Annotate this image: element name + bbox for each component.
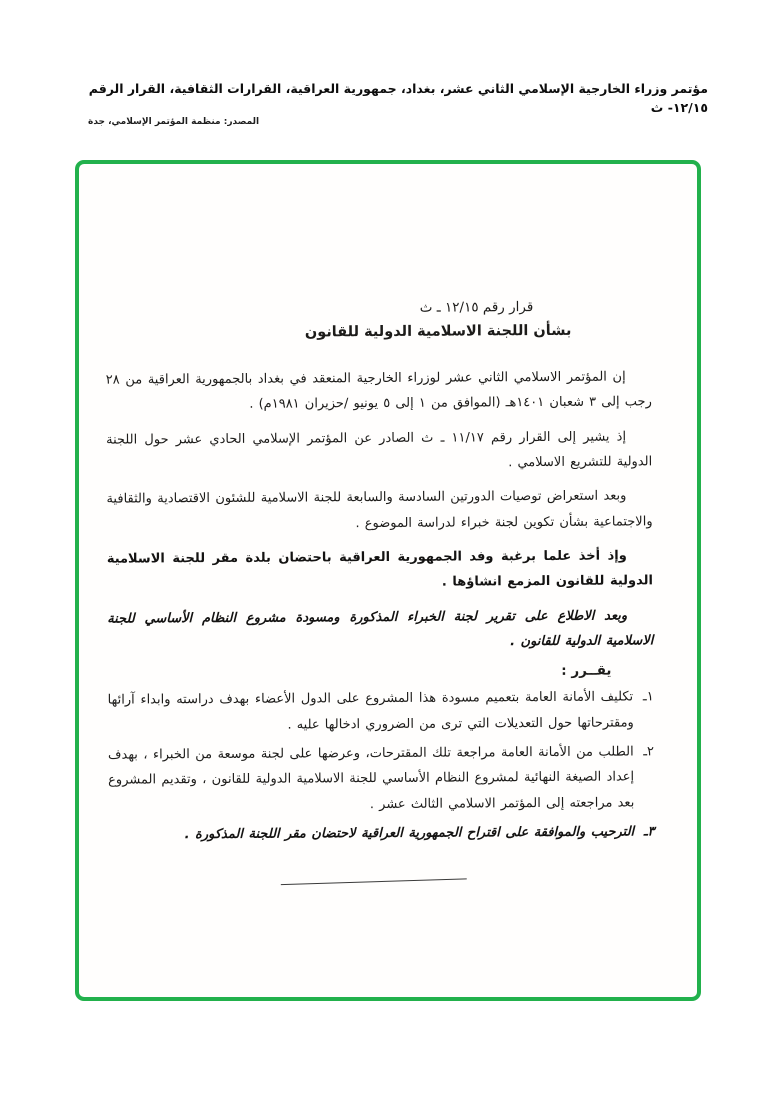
document-source-line: المصدر: منظمة المؤتمر الإسلامي، جدة [88,117,260,127]
document-header-citation: مؤتمر وزراء الخارجية الإسلامي الثاني عشر، بغداد، جمهورية العراقية، القرارات الثقافية، القرار الرقم ١٢/١٥- ث [88,81,708,115]
decision-number-title: قرار رقم ١٢/١٥ ـ ث [419,299,534,316]
item-text: الترحيب والموافقة على اقتراح الجمهورية العراقية لاحتضان مقر اللجنة المذكورة . [184,824,635,843]
item-text: تكليف الأمانة العامة بتعميم مسودة هذا المشروع على الدول الأعضاء بهدف دراسته وابداء آرائها ومقترحاتها حول التعديلات التي ترى من الضروري ادخالها عليه . [107,689,634,733]
separator-line [281,878,467,885]
decision-subject-title: بشأن اللجنة الاسلامية الدولية للقانون [304,322,572,341]
decision-item-3 [108,819,654,848]
paragraph-preamble-4: وإذ أخذ علما برغبة وفد الجمهورية العراقية باحتضان بلدة مقر للجنة الاسلامية الدولية للقانون المزمع انشاؤها . [106,548,653,591]
item-text: الطلب من الأمانة العامة مراجعة تلك المقترحات، وعرضها على لجنة موسعة من الخبراء ، بهدف إعداد الصيغة النهائية لمشروع النظام الأساسي للجنة الاسلامية الدولية للقانون ، وتقديم المشروع بعد مراجعته إلى المؤتمر الاسلامي الثالث عشر . [107,744,635,812]
paragraph-preamble-5: وبعد الاطلاع على تقرير لجنة الخبراء المذكورة ومسودة مشروع النظام الأساسي للجنة الاسلامية الدولية للقانون . [107,608,654,650]
item-number: ٣ـ [643,824,655,840]
green-annotation-frame [75,160,701,1001]
paragraph-preamble-3: وبعد استعراض توصيات الدورتين السادسة والسابعة للجنة الاسلامية للشئون الاقتصادية والثقافية والاجتماعية بشأن تكوين لجنة خبراء لدراسة الموضوع . [106,488,653,531]
decision-item-1 [108,685,654,739]
paragraph-preamble-2: إذ يشير إلى القرار رقم ١١/١٧ ـ ث الصادر عن المؤتمر الإسلامي الحادي عشر حول اللجنة الدولية للتشريع الاسلامي . [106,429,653,471]
scanned-document-page [105,298,655,883]
decision-item-2 [108,739,654,818]
item-number: ٢ـ [643,744,655,760]
decides-label: يقــرر : [561,663,612,680]
item-number: ١ـ [642,689,654,705]
paragraph-preamble-1: إن المؤتمر الاسلامي الثاني عشر لوزراء الخارجية المنعقد في بغداد بالجمهورية العراقية من ٢٨ رجب إلى ٣ شعبان ١٤٠١هـ (الموافق من ١ إلى ٥ يونيو /حزيران ١٩٨١م) . [105,369,652,413]
